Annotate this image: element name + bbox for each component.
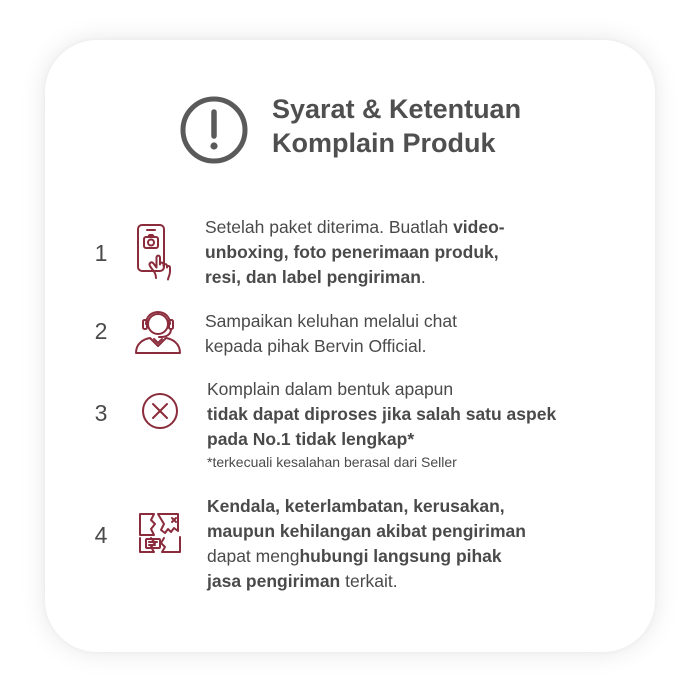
- bold-text: hubungi langsung pihak: [299, 546, 502, 566]
- item-text-3: [207, 377, 556, 472]
- title-line-1: Syarat & Ketentuan: [272, 94, 522, 124]
- item-number-1: 1: [94, 240, 108, 266]
- text-segment: kepada pihak Bervin Official.: [205, 336, 427, 356]
- x-circle-icon: [141, 392, 179, 430]
- title-line-2: Komplain Produk: [272, 128, 496, 158]
- item-number-3: 3: [94, 400, 108, 426]
- bold-text: Kendala, keterlambatan, kerusakan,: [207, 496, 505, 516]
- exclamation-circle-icon: [179, 95, 249, 165]
- phone-camera-icon: [132, 222, 178, 282]
- item-number-4: 4: [94, 522, 108, 548]
- item-text-1: [205, 215, 505, 290]
- text-segment: dapat meng: [207, 546, 300, 566]
- text-segment: Setelah paket diterima. Buatlah: [205, 217, 454, 237]
- bold-text: maupun kehilangan akibat pengiriman: [207, 521, 526, 541]
- bold-text: video-: [453, 217, 505, 237]
- damaged-package-icon: [136, 508, 184, 558]
- text-segment: terkait.: [340, 571, 398, 591]
- item-number-2: 2: [94, 318, 108, 344]
- item-text-2: [205, 309, 457, 359]
- bold-text: resi, dan label pengiriman: [205, 267, 421, 287]
- page-title: [272, 92, 521, 160]
- item-note: *terkecuali kesalahan berasal dari Seller: [207, 454, 457, 470]
- text-segment: Sampaikan keluhan melalui chat: [205, 311, 457, 331]
- text-segment: .: [420, 267, 426, 287]
- text-segment: Komplain dalam bentuk apapun: [207, 379, 454, 399]
- customer-service-icon: [132, 306, 184, 356]
- bold-text: unboxing, foto penerimaan produk,: [205, 242, 499, 262]
- bold-text: jasa pengiriman: [207, 571, 341, 591]
- bold-text: pada No.1 tidak lengkap*: [207, 429, 415, 449]
- bold-text: tidak dapat diproses jika salah satu aspek: [207, 404, 557, 424]
- item-text-4: [207, 494, 526, 594]
